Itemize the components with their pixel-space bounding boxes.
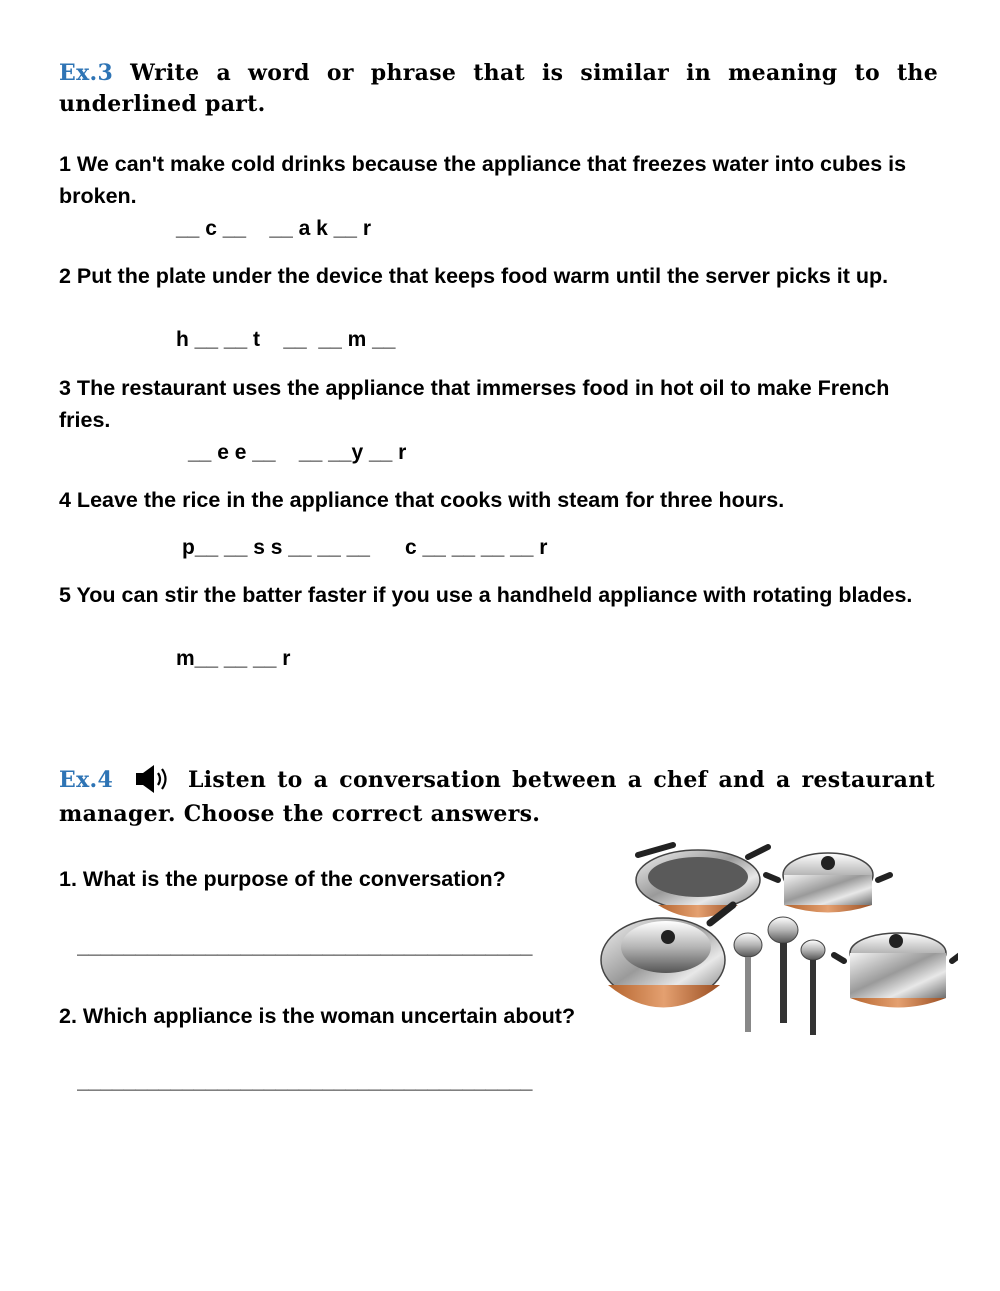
ex3-question-5: 5 You can stir the batter faster if you use a handheld appliance with rotating blades. <box>59 583 913 607</box>
ex3-hint-4: p__ __ s s __ __ __ c __ __ __ __ r <box>182 536 548 559</box>
ex3-hint-1: __ c __ __ a k __ r <box>176 217 371 240</box>
ex4-label: Ex.4 <box>59 767 114 793</box>
cookware-set-icon <box>598 835 958 1040</box>
ex3-question-4: 4 Leave the rice in the appliance that cooks with steam for three hours. <box>59 488 785 512</box>
ex3-instruction-line1: Write a word or phrase that is similar in meaning to the <box>130 60 939 86</box>
ex3-hint-5: m__ __ __ r <box>176 647 291 670</box>
ex4-label-wrap <box>59 765 129 796</box>
ex3-question-2: 2 Put the plate under the device that keeps food warm until the server picks it up. <box>59 264 889 288</box>
ex3-instruction <box>59 58 938 89</box>
ex3-question-1: 1 We can't make cold drinks because the appliance that freezes water into cubes is broken. <box>59 152 907 208</box>
ex4-question-1: 1. What is the purpose of the conversation? <box>59 867 506 891</box>
ex3-instruction-line2: underlined part. <box>59 91 266 117</box>
ex4-answer-line-1[interactable]: _______________________________________ <box>77 935 533 958</box>
ex3-hint-3: __ e e __ __ __y __ r <box>188 441 407 464</box>
ex3-hint-2: h __ __ t __ __ m __ <box>176 328 396 351</box>
ex3-question-3: 3 The restaurant uses the appliance that immerses food in hot oil to make French fries. <box>59 376 890 432</box>
ex4-instruction-line1: Listen to a conversation between a chef and a restaurant <box>188 767 935 793</box>
ex4-answer-line-2[interactable]: _______________________________________ <box>77 1070 533 1093</box>
ex3-label: Ex.3 <box>59 60 114 86</box>
speaker-icon[interactable] <box>134 762 172 796</box>
ex4-instruction-line2: manager. Choose the correct answers. <box>59 801 541 827</box>
ex4-question-2: 2. Which appliance is the woman uncertain about? <box>59 1004 576 1028</box>
